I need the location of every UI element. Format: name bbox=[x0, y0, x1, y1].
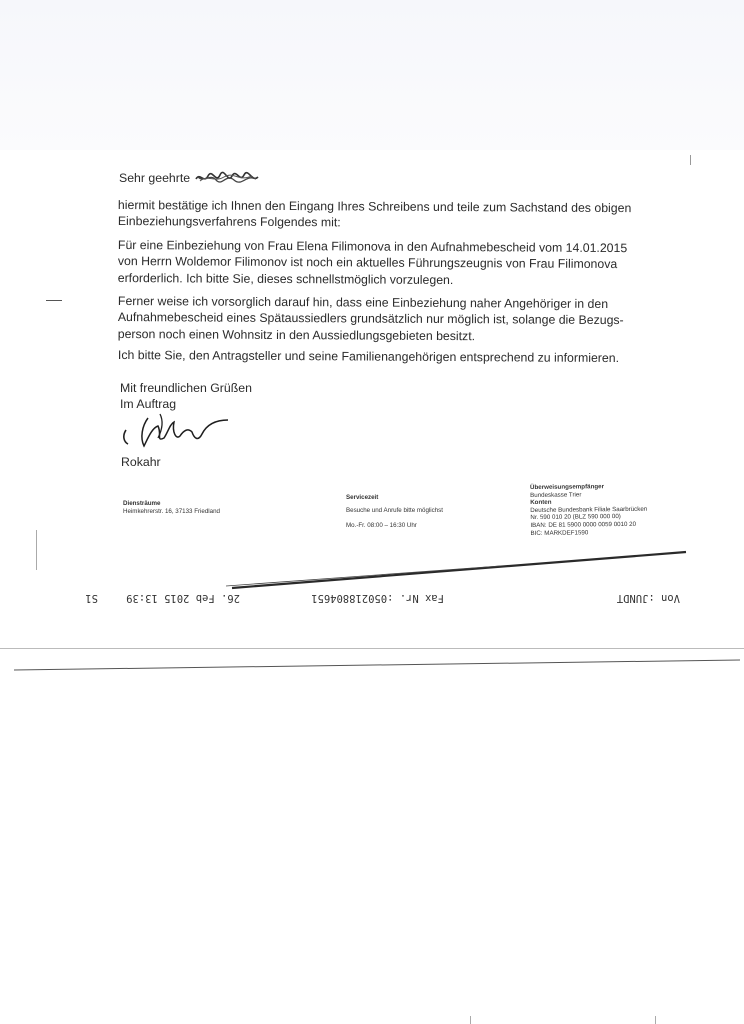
paragraph-line: Für eine Einbeziehung von Frau Elena Filimonova in den Aufnahmebescheid vom 14.01.2015 bbox=[117, 237, 628, 256]
scan-artifact bbox=[46, 300, 62, 301]
salutation-text: Sehr geehrte bbox=[119, 171, 191, 185]
scan-artifact bbox=[690, 155, 691, 165]
fax-transmission-header bbox=[80, 588, 680, 606]
paragraph-line: Einbeziehungsverfahrens Folgendes mit: bbox=[117, 214, 341, 230]
footer-address: Heimkehrerstr. 16, 37133 Friedland bbox=[123, 508, 220, 515]
footer-bank-recipient: Bundeskasse Trier bbox=[530, 491, 582, 499]
paragraph-requirement bbox=[118, 237, 628, 289]
scan-rule-lines bbox=[0, 540, 744, 680]
signer-name bbox=[121, 454, 161, 471]
redaction-scribble bbox=[194, 170, 260, 186]
closing bbox=[120, 380, 252, 397]
fax-date-time: 26. Feb 2015 13:39 bbox=[126, 592, 240, 604]
scan-artifact bbox=[0, 648, 744, 649]
footer-bank-name: Deutsche Bundesbank Filiale Saarbrücken bbox=[530, 505, 648, 514]
footer-dienstraeume bbox=[123, 500, 220, 516]
scan-artifact bbox=[655, 1016, 656, 1024]
paragraph-line: von Herrn Woldemor Filimonov ist noch ein aktuelles Führungszeugnis von Frau Filimonova bbox=[117, 254, 618, 272]
footer-bank-details bbox=[530, 483, 648, 537]
closing-text: Mit freundlichen Grüßen bbox=[120, 381, 252, 395]
footer-heading: Servicezeit bbox=[346, 494, 379, 501]
paragraph-line: Ich bitte Sie, den Antragsteller und seine Familienangehörigen entsprechend zu informieren. bbox=[117, 347, 620, 366]
footer-heading: Konten bbox=[530, 498, 552, 507]
footer-service-hours: Mo.-Fr. 08:00 – 16:30 Uhr bbox=[346, 522, 417, 529]
salutation bbox=[119, 170, 190, 187]
fax-page-number: S1 bbox=[85, 592, 98, 604]
fax-number: Fax Nr. :050218804651 bbox=[311, 592, 444, 604]
footer-heading: Diensträume bbox=[123, 500, 161, 507]
footer-service-hours-note: Besuche und Anrufe bitte möglichst bbox=[346, 507, 443, 514]
paragraph-line: Aufnahmebescheid eines Spätaussiedlers grundsätzlich nur möglich ist, solange die Bezugs- bbox=[117, 310, 624, 328]
footer-bank-iban: IBAN: DE 81 5900 0000 0059 0010 20 bbox=[530, 520, 637, 529]
paragraph-line: hiermit bestätige ich Ihnen den Eingang Ihres Schreibens und teile zum Sachstand des obigen bbox=[117, 197, 632, 216]
signer-name-text: Rokahr bbox=[121, 455, 161, 469]
footer-bank-account: Nr. 590 010 20 (BLZ 590 000 00) bbox=[530, 513, 621, 522]
footer-servicezeit bbox=[346, 492, 443, 531]
fax-sender: Von :JUNDT bbox=[616, 592, 680, 604]
paragraph-request bbox=[118, 347, 619, 366]
paragraph-receipt bbox=[118, 197, 632, 233]
paragraph-notice bbox=[118, 293, 624, 345]
footer-bank-bic: BIC: MARKDEF1590 bbox=[530, 528, 589, 537]
scan-artifact bbox=[36, 530, 37, 570]
paragraph-line: Ferner weise ich vorsorglich darauf hin, dass eine Einbeziehung naher Angehöriger in den bbox=[117, 293, 609, 311]
on-behalf-text: Im Auftrag bbox=[120, 397, 177, 411]
handwritten-signature bbox=[118, 408, 238, 452]
footer-heading: Überweisungsempfänger bbox=[530, 483, 605, 491]
paragraph-line: person noch einen Wohnsitz in den Aussiedlungsgebieten besitzt. bbox=[117, 326, 476, 343]
scan-margin-top bbox=[0, 0, 744, 150]
scan-artifact bbox=[470, 1016, 471, 1024]
paragraph-line: erforderlich. Ich bitte Sie, dieses schnellstmöglich vorzulegen. bbox=[117, 270, 454, 287]
